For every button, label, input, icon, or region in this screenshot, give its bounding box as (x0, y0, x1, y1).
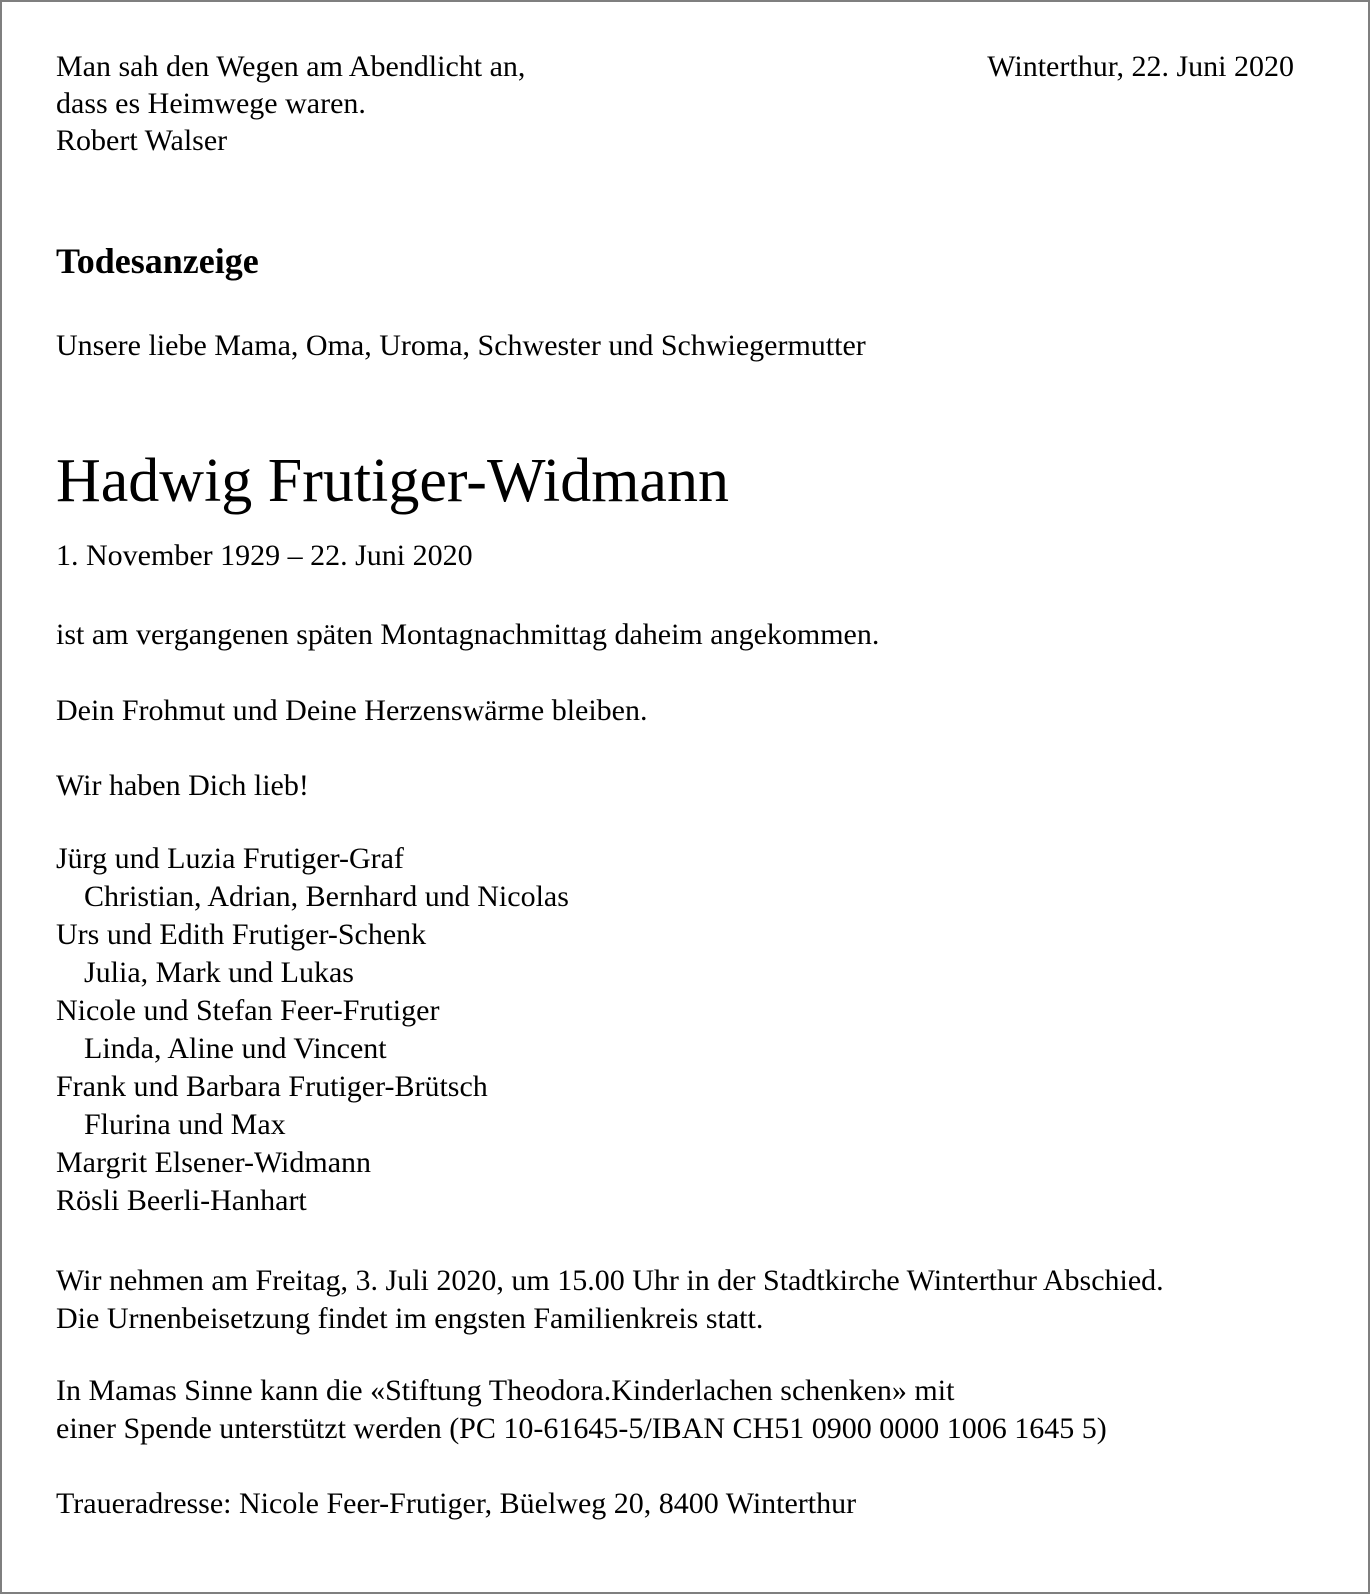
notice-heading: Todesanzeige (56, 241, 259, 281)
message-line: Wir haben Dich lieb! (56, 769, 309, 802)
family-member: Nicole und Stefan Feer-Frutiger (56, 994, 440, 1027)
quote-line: dass es Heimwege waren. (56, 87, 366, 120)
family-member-children: Linda, Aline und Vincent (84, 1032, 387, 1065)
service-line: Wir nehmen am Freitag, 3. Juli 2020, um 15.00 Uhr in der Stadtkirche Winterthur Abschied. (56, 1264, 1164, 1297)
quote-author: Robert Walser (56, 124, 228, 157)
family-member: Jürg und Luzia Frutiger-Graf (56, 842, 404, 875)
service-info (56, 1262, 1164, 1338)
epigraph-quote (56, 48, 525, 159)
family-list (56, 840, 569, 1220)
donation-info (56, 1372, 1107, 1448)
family-member: Frank und Barbara Frutiger-Brütsch (56, 1070, 488, 1103)
donation-line: In Mamas Sinne kann die «Stiftung Theodora.Kinderlachen schenken» mit (56, 1374, 955, 1407)
deceased-name: Hadwig Frutiger-Widmann (56, 447, 729, 515)
mourning-address: Traueradresse: Nicole Feer-Frutiger, Büelweg 20, 8400 Winterthur (56, 1487, 857, 1520)
family-member-children: Flurina und Max (84, 1108, 286, 1141)
family-member-children: Julia, Mark und Lukas (84, 956, 354, 989)
service-line: Die Urnenbeisetzung findet im engsten Familienkreis statt. (56, 1302, 764, 1335)
family-member: Margrit Elsener-Widmann (56, 1146, 372, 1179)
family-member: Urs und Edith Frutiger-Schenk (56, 918, 427, 951)
life-dates: 1. November 1929 – 22. Juni 2020 (56, 539, 473, 572)
place-and-date: Winterthur, 22. Juni 2020 (987, 50, 1294, 83)
donation-line: einer Spende unterstützt werden (PC 10-61645-5/IBAN CH51 0900 0000 1006 1645 5) (56, 1412, 1107, 1445)
family-member: Rösli Beerli-Hanhart (56, 1184, 307, 1217)
quote-line: Man sah den Wegen am Abendlicht an, (56, 50, 526, 83)
message-line: ist am vergangenen späten Montagnachmittag daheim angekommen. (56, 618, 880, 651)
intro-line: Unsere liebe Mama, Oma, Uroma, Schwester und Schwiegermutter (56, 329, 866, 362)
message-line: Dein Frohmut und Deine Herzenswärme bleiben. (56, 694, 648, 727)
family-member-children: Christian, Adrian, Bernhard und Nicolas (84, 880, 569, 913)
